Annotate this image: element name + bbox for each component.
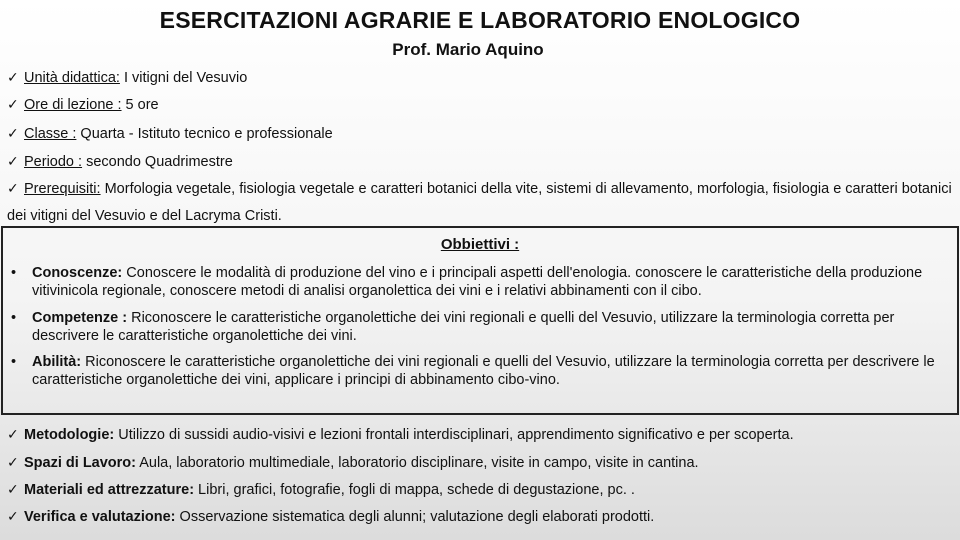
competenze-text: Riconoscere le caratteristiche organolettiche dei vini regionali e quelli del Vesuvio, utilizzare la terminologia corretta per descrivere le caratteristiche organolettiche dei vini.: [32, 310, 895, 344]
periodo-label: Periodo :: [24, 154, 83, 170]
check-icon: ✓: [7, 481, 19, 497]
check-icon: ✓: [7, 426, 19, 442]
verifica-label: Verifica e valutazione:: [24, 509, 176, 525]
bullet-icon: •: [11, 310, 17, 326]
teacher-name: Prof. Mario Aquino: [392, 40, 544, 59]
obiettivi-title: Obbiettivi :: [440, 236, 520, 253]
info-prerequisiti: [7, 175, 952, 230]
prereq-label: Prerequisiti:: [24, 181, 101, 197]
page-title: ESERCITAZIONI AGRARIE E LABORATORIO ENOLOGICO: [159, 7, 801, 33]
check-icon: ✓: [7, 153, 19, 169]
obiettivi-box: [1, 226, 959, 415]
metodologie-label: Metodologie:: [24, 427, 115, 443]
periodo-value: secondo Quadrimestre: [82, 154, 233, 170]
check-icon: ✓: [7, 125, 19, 141]
ore-value: 5 ore: [121, 97, 159, 113]
footer-verifica: [7, 507, 654, 526]
check-icon: ✓: [7, 96, 19, 112]
materiali-value: Libri, grafici, fotografie, fogli di mappa, schede di degustazione, pc. .: [194, 482, 635, 498]
check-icon: ✓: [7, 508, 19, 524]
spazi-label: Spazi di Lavoro:: [24, 455, 136, 471]
unita-label: Unità didattica:: [24, 70, 120, 86]
footer-metodologie: [7, 425, 794, 444]
footer-spazi: [7, 453, 699, 472]
bullet-icon: •: [11, 354, 17, 370]
check-icon: ✓: [7, 454, 19, 470]
abilita-text: Riconoscere le caratteristiche organolettiche dei vini regionali e quelli del Vesuvio, utilizzare la terminologia corretta per descrivere le caratteristiche organolettiche dei vini, applicare i principi di abbinamento cibo-vino.: [32, 354, 935, 388]
prereq-value: Morfologia vegetale, fisiologia vegetale e caratteri botanici della vite, sistemi di allevamento, morfologia, fisiologia e caratteri botanici dei vitigni del Vesuvio e del Lacryma Cristi.: [7, 181, 952, 224]
unita-value: I vitigni del Vesuvio: [119, 70, 248, 86]
competenze-label: Competenze :: [32, 310, 128, 326]
verifica-value: Osservazione sistematica degli alunni; valutazione degli elaborati prodotti.: [175, 509, 655, 525]
ore-label: Ore di lezione :: [24, 97, 122, 113]
bullet-icon: •: [11, 265, 17, 281]
footer-materiali: [7, 480, 635, 499]
check-icon: ✓: [7, 69, 19, 85]
metodologie-value: Utilizzo di sussidi audio-visivi e lezioni frontali interdisciplinari, apprendimento significativo e per scoperta.: [114, 427, 794, 443]
classe-label: Classe :: [24, 126, 77, 142]
info-classe: [7, 124, 333, 143]
info-periodo: [7, 152, 233, 171]
info-ore: [7, 95, 159, 114]
check-icon: ✓: [7, 180, 19, 196]
conoscenze-text: Conoscere le modalità di produzione del vino e i principali aspetti dell'enologia. conoscere le caratteristiche della produzione vitivinicola regionale, conoscere metodi di analisi organolettica dei vini e i relativi abbinamenti con il cibo.: [32, 265, 923, 299]
abilita-label: Abilità:: [32, 354, 82, 370]
spazi-value: Aula, laboratorio multimediale, laboratorio disciplinare, visite in campo, visite in cantina.: [136, 455, 699, 471]
conoscenze-label: Conoscenze:: [32, 265, 123, 281]
info-unita: [7, 68, 247, 87]
classe-value: Quarta - Istituto tecnico e professionale: [76, 126, 333, 142]
materiali-label: Materiali ed attrezzature:: [24, 482, 195, 498]
